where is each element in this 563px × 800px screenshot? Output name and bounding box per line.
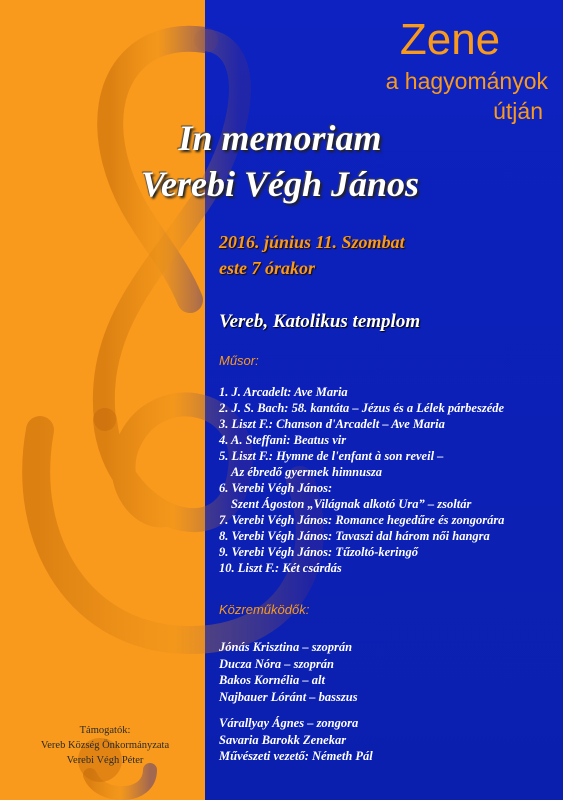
singers-list (219, 639, 559, 705)
event-date: 2016. június 11. Szombat (219, 232, 405, 252)
program-item: 6. Verebi Végh János: (219, 481, 333, 495)
subtitle-line-2: útján (493, 98, 543, 124)
performer-item: Jónás Krisztina – szoprán (219, 640, 353, 654)
sponsor-item: Vereb Község Önkormányzata (40, 740, 170, 751)
performer-item: Savaria Barokk Zenekar (219, 732, 347, 747)
program-heading: Műsor: (219, 353, 259, 368)
performer-item: Najbauer Lóránt – basszus (219, 689, 358, 704)
program-item: 2. J. S. Bach: 58. kantáta – Jézus és a Lélek párbeszéde (219, 401, 505, 415)
performer-item: Bakos Kornélia – alt (219, 673, 325, 687)
performers-heading: Közreműködők: (219, 602, 310, 617)
memoriam-line-1: In memoriam (178, 118, 382, 158)
subtitle-line-1: a hagyományok (385, 68, 548, 94)
performer-item: Művészeti vezető: Németh Pál (219, 749, 373, 763)
program-item: 7. Verebi Végh János: Romance hegedűre és zongorára (219, 513, 505, 527)
memoriam-line-2: Verebi Végh János (140, 164, 420, 204)
program-item: Szent Ágoston „Világnak alkotó Ura” – zsoltár (231, 497, 472, 511)
sponsors-heading: Támogatók: (79, 725, 131, 736)
program-item: 1. J. Arcadelt: Ave Maria (219, 385, 348, 399)
program-item: 4. A. Steffani: Beatus vir (219, 433, 347, 447)
program-item: 5. Liszt F.: Hymne de l'enfant à son reveil – (219, 449, 444, 463)
program-list (219, 384, 559, 576)
program-item: Az ébredő gyermek himnusza (231, 465, 383, 479)
program-item: 8. Verebi Végh János: Tavaszi dal három női hangra (219, 529, 490, 543)
sponsors-block (30, 723, 180, 768)
program-item: 10. Liszt F.: Két csárdás (219, 561, 342, 575)
program-item: 9. Verebi Végh János: Tűzoltó-keringő (219, 545, 418, 559)
sponsor-item: Verebi Végh Péter (66, 755, 144, 766)
ensemble-list (219, 715, 559, 765)
performer-item: Ducza Nóra – szoprán (219, 656, 334, 671)
title-zene: Zene (399, 15, 501, 64)
event-place: Vereb, Katolikus templom (219, 311, 421, 332)
event-time: este 7 órakor (219, 258, 315, 278)
program-item: 3. Liszt F.: Chanson d'Arcadelt – Ave Maria (219, 417, 445, 431)
performer-item: Várallyay Ágnes – zongora (219, 716, 359, 730)
